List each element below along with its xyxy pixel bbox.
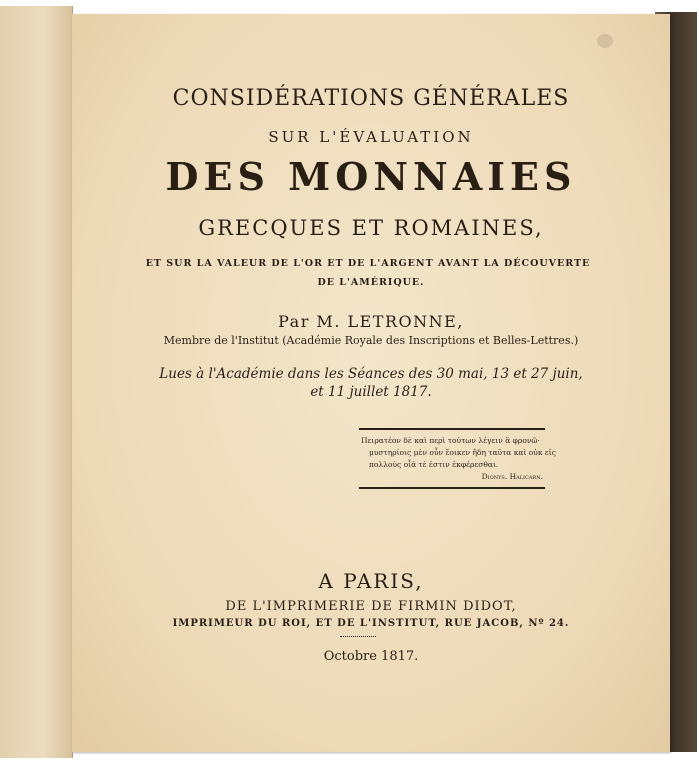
ornamental-rule xyxy=(340,636,376,637)
subtitle-line-2: DE L'AMÉRIQUE. xyxy=(317,277,425,288)
title-line-1: CONSIDÉRATIONS GÉNÉRALES xyxy=(172,86,570,111)
readings-line-2: et 11 juillet 1817. xyxy=(310,384,432,400)
epigraph xyxy=(359,428,556,489)
place: A PARIS, xyxy=(318,569,424,593)
epigraph-line-3: πολλοὺς οἷά τέ ἐστιν ἐκφέρεσθαι. xyxy=(369,460,499,469)
printer: DE L'IMPRIMERIE DE FIRMIN DIDOT, xyxy=(225,599,517,614)
readings-line-1: Lues à l'Académie dans les Séances des 30 mai, 13 et 27 juin, xyxy=(159,366,583,382)
affiliation: Membre de l'Institut (Académie Royale des Inscriptions et Belles-Lettres.) xyxy=(163,334,579,347)
title-page xyxy=(72,14,670,752)
subtitle-line-1: ET SUR LA VALEUR DE L'OR ET DE L'ARGENT AVANT LA DÉCOUVERTE xyxy=(145,258,591,269)
foxing-stain xyxy=(597,34,613,48)
date: Octobre 1817. xyxy=(323,649,419,664)
printer-details: IMPRIMEUR DU ROI, ET DE L'INSTITUT, RUE JACOB, Nº 24. xyxy=(172,618,570,629)
title-line-4: GRECQUES ET ROMAINES, xyxy=(198,216,544,240)
facing-page-edge xyxy=(0,6,73,758)
epigraph-source: Dionys. Halicarn. xyxy=(481,472,543,481)
author: Par M. LETRONNE, xyxy=(278,312,464,331)
epigraph-line-2: μυστηρίοις μὲν οὖν ἔοικεν ἤδη ταῦτα καὶ οὐκ εἰς xyxy=(369,448,556,457)
title-line-2: SUR L'ÉVALUATION xyxy=(268,128,474,146)
epigraph-line-1: Πειρατέον δὲ καὶ περὶ τούτων λέγειν ἃ φρονῶ· xyxy=(361,436,540,445)
title-line-3: DES MONNAIES xyxy=(165,154,577,199)
